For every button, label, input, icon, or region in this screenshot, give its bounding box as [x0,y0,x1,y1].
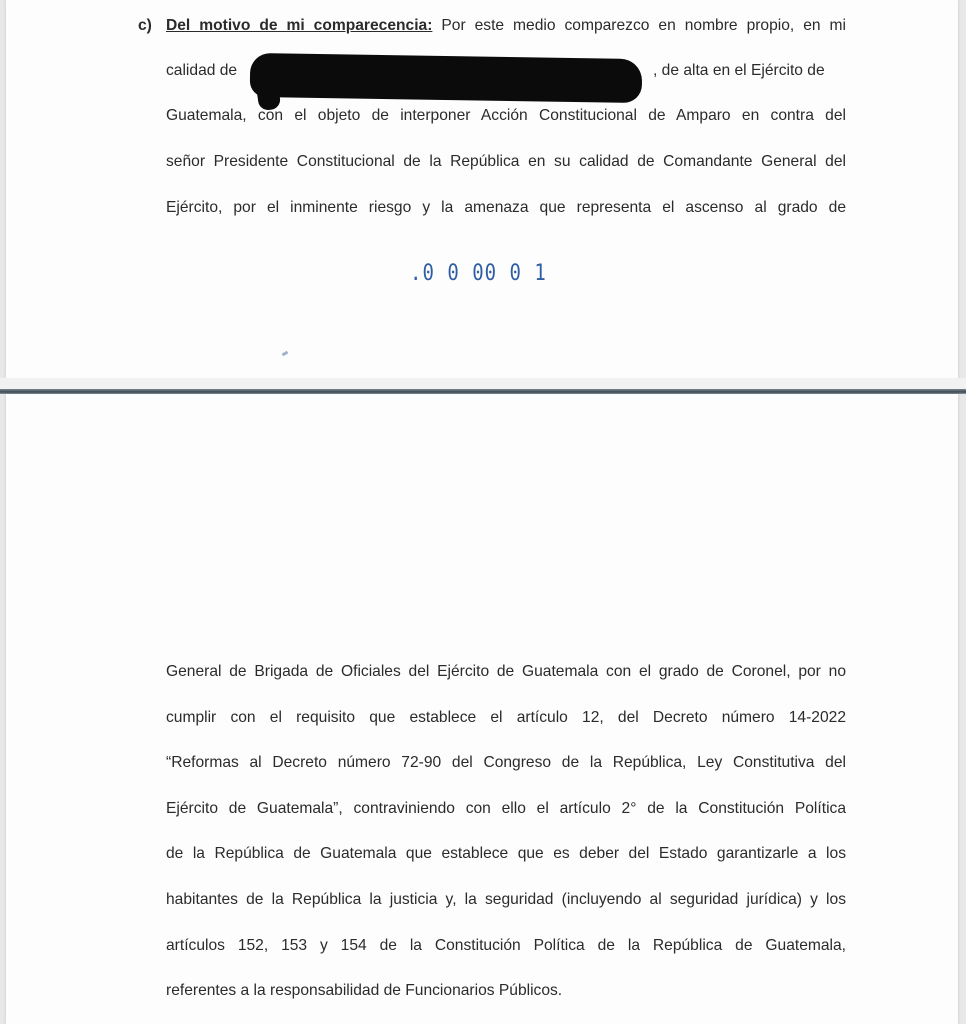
paragraph-line-5: Ejército, por el inminente riesgo y la amenaza que representa el ascenso al grado de [166,199,846,216]
paragraph2-line-3: “Reformas al Decreto número 72-90 del Congreso de la República, Ley Constitutiva del [166,754,846,771]
paragraph2-line-7: artículos 152, 153 y 154 de la Constitución Política de la República de Guatemala, [166,937,846,954]
paragraph-line-1 [166,15,846,37]
paragraph-line-4: señor Presidente Constitucional de la República en su calidad de Comandante General del [166,153,846,170]
paragraph2-line-6: habitantes de la República la justicia y, la seguridad (incluyendo al seguridad jurídica) y los [166,891,846,908]
page-separator [0,378,966,394]
line2-end-text: , de alta en el Ejército de [653,62,825,79]
redaction-mark [250,53,643,103]
stamped-folio-number: .0 0 00 0 1 [410,260,547,286]
item-label: c) [138,17,152,34]
line1-text: Por este medio comparezco en nombre propio, en mi [432,17,846,34]
section-heading: Del motivo de mi comparecencia: [166,17,433,34]
line2-start-text: calidad de [166,62,238,79]
paragraph2-line-1: General de Brigada de Oficiales del Ejército de Guatemala con el grado de Coronel, por no [166,663,846,680]
paragraph2-line-8: referentes a la responsabilidad de Funcionarios Públicos. [166,982,563,999]
paragraph2-line-4: Ejército de Guatemala”, contraviniendo con ello el artículo 2° de la Constitución Política [166,800,846,817]
paragraph2-line-5: de la República de Guatemala que establece que es deber del Estado garantizarle a los [166,845,846,862]
paragraph-line-3: Guatemala, con el objeto de interponer Acción Constitucional de Amparo en contra del [166,107,846,124]
paragraph2-line-2: cumplir con el requisito que establece el artículo 12, del Decreto número 14-2022 [166,709,846,726]
